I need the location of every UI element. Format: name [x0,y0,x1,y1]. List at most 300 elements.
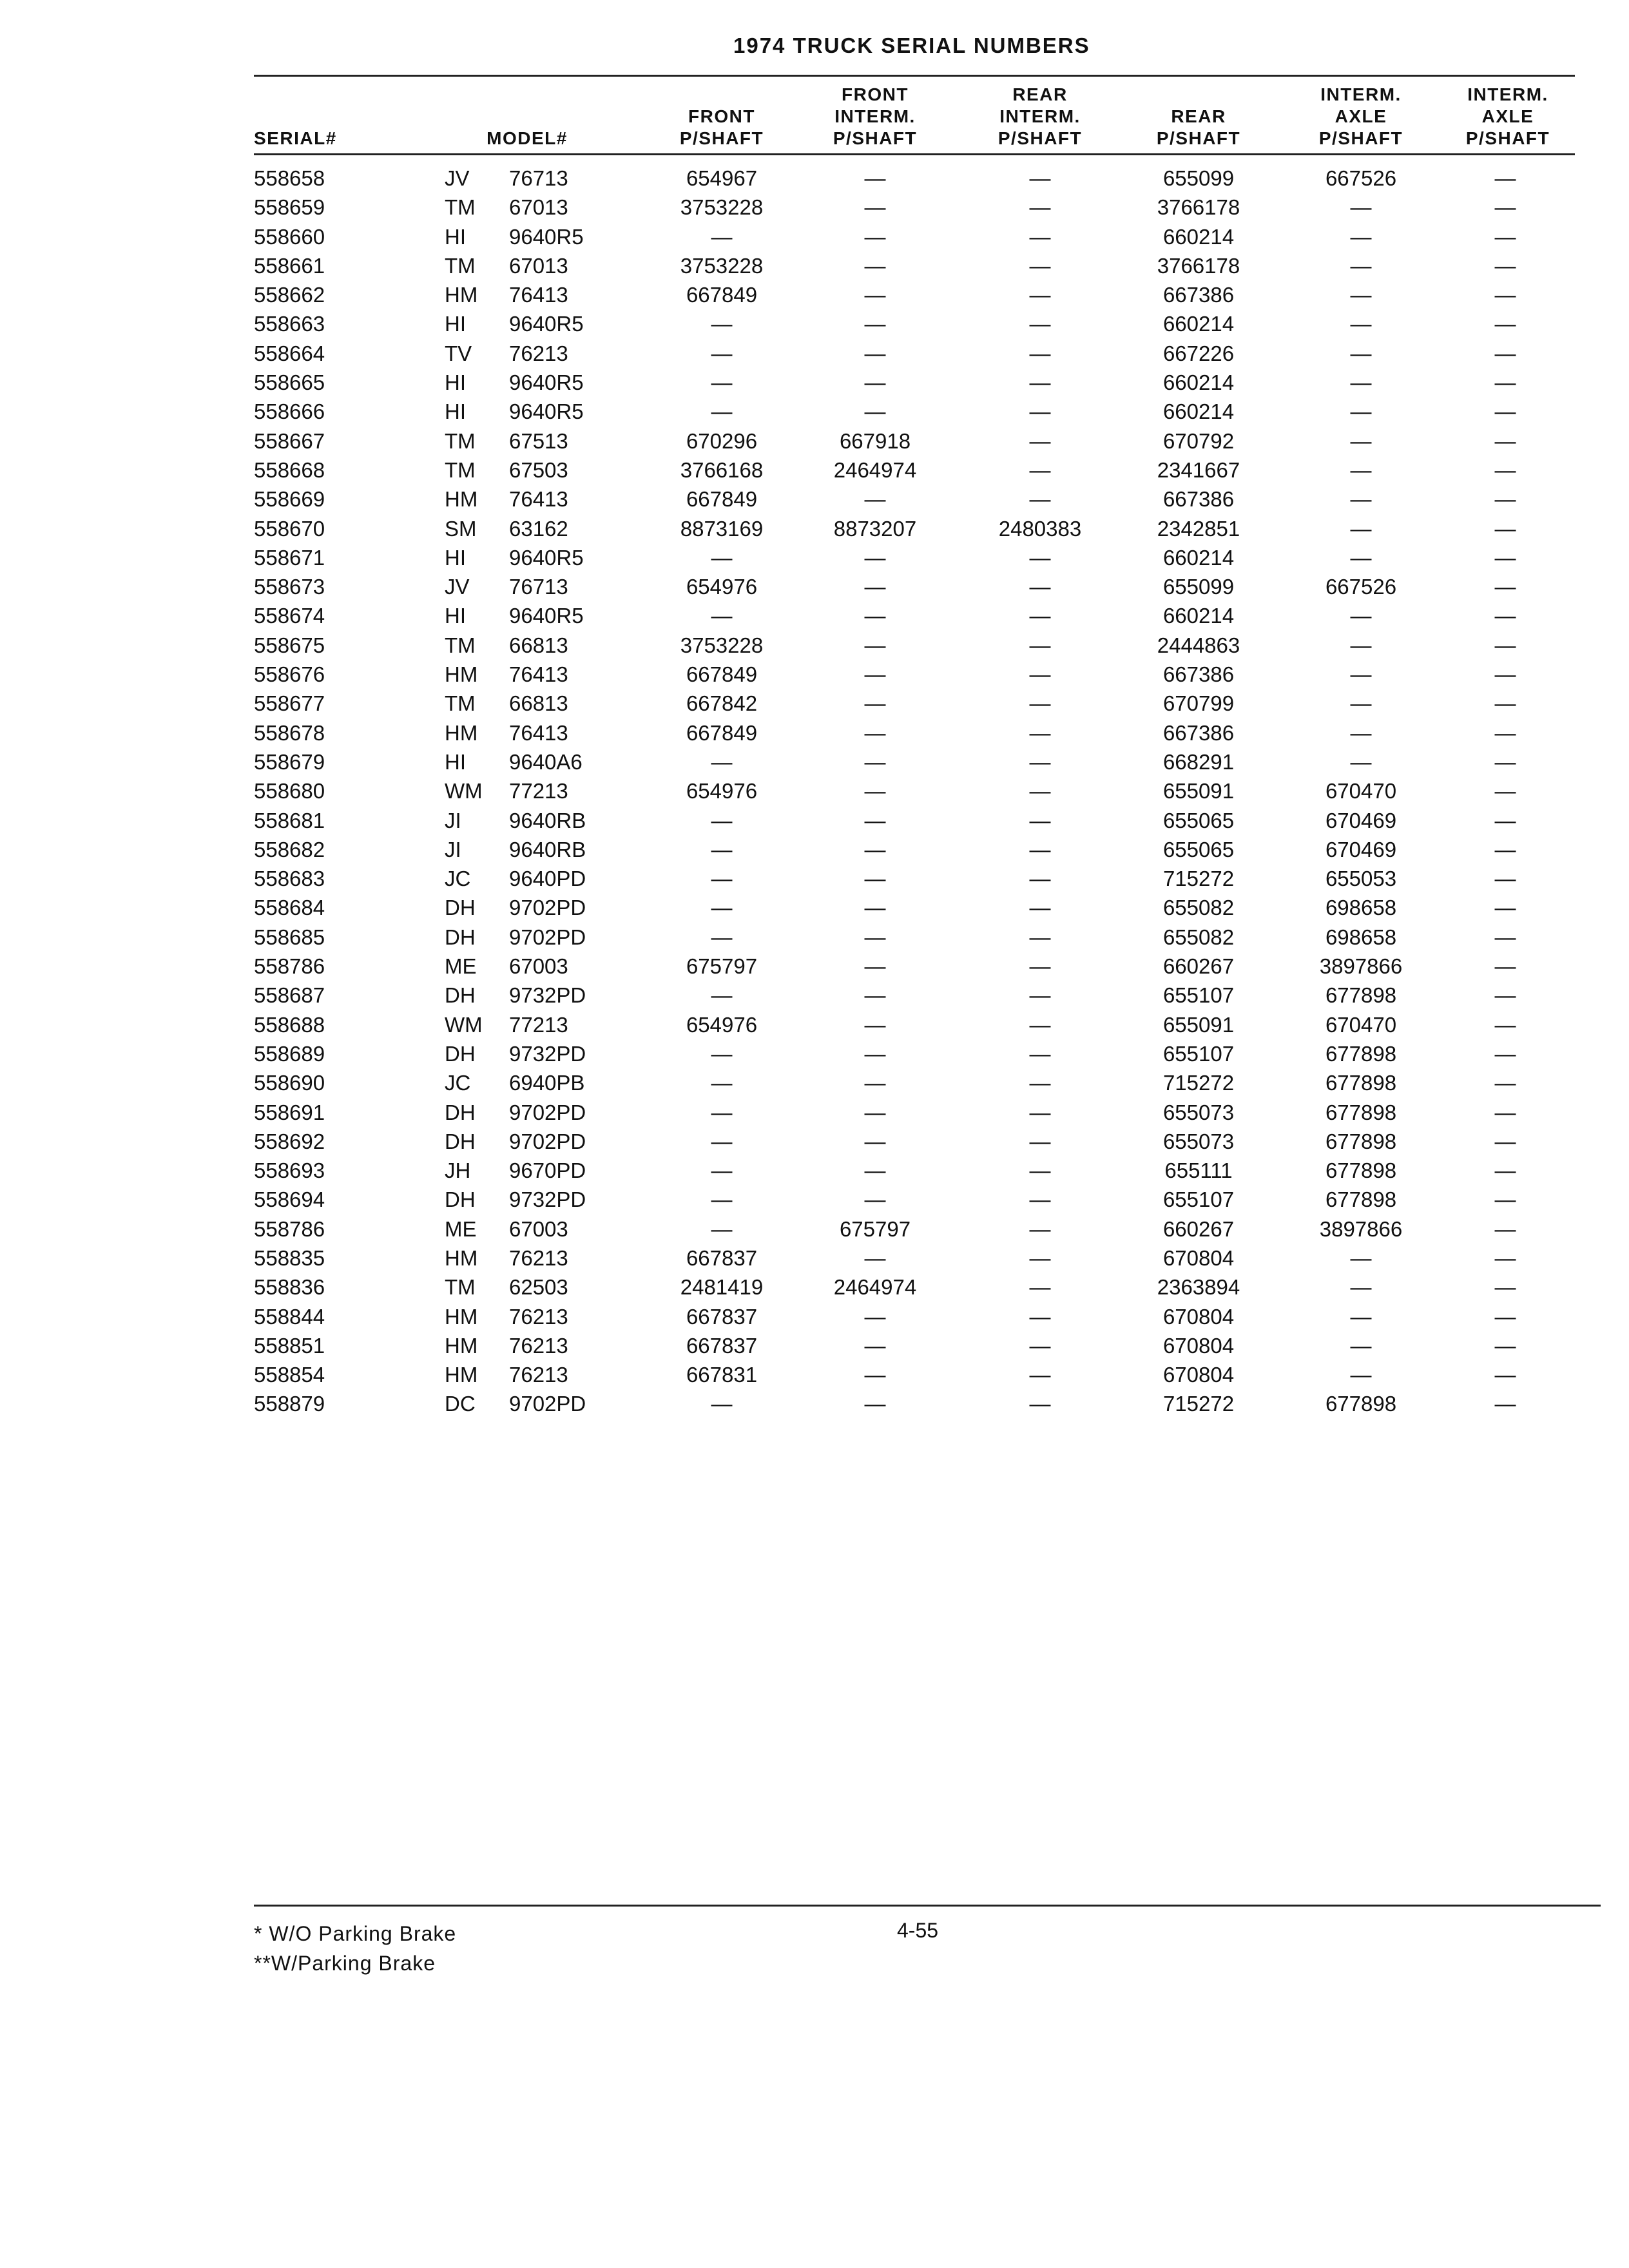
serial-cell: 558693 [254,1158,325,1183]
model-prefix-cell: DC [445,1392,476,1416]
interm-axle-pshaft-2-cell: — [1494,341,1516,365]
front-interm-pshaft-cell: — [864,1187,886,1212]
rear-interm-pshaft-cell: — [1029,341,1051,365]
front-interm-pshaft-cell: — [864,662,886,687]
front-interm-pshaft-cell: — [864,604,886,628]
table-row [0,253,1629,282]
front-pshaft-cell: 3753228 [680,195,764,220]
interm-axle-pshaft-2-cell: — [1494,662,1516,687]
interm-axle-pshaft-cell: 677898 [1325,1071,1397,1095]
model-prefix-cell: HM [445,1245,478,1270]
rear-pshaft-cell: 670804 [1162,1363,1235,1387]
model-prefix-cell: ME [445,954,477,979]
model-number-cell: 9702PD [509,1129,586,1153]
interm-axle-pshaft-cell: 670470 [1325,1012,1397,1037]
table-row [0,720,1629,749]
rear-pshaft-cell: 660214 [1162,604,1235,628]
rear-interm-pshaft-cell: 2480383 [998,516,1082,541]
serial-cell: 558670 [254,516,325,541]
front-pshaft-cell: 654976 [686,1012,758,1037]
rear-pshaft-cell: 655091 [1162,1012,1235,1037]
serial-table-body [0,165,1629,1420]
model-number-cell: 9732PD [509,983,586,1008]
table-row [0,457,1629,486]
rear-interm-pshaft-cell: — [1029,662,1051,687]
front-interm-pshaft-cell: — [864,224,886,249]
front-interm-pshaft-cell: — [864,1041,886,1066]
rear-interm-pshaft-cell: — [1029,1363,1051,1387]
front-pshaft-cell: — [711,1071,733,1095]
page-title: 1974 TRUCK SERIAL NUMBERS [733,34,1090,57]
model-number-cell: 67013 [509,253,568,278]
rear-pshaft-cell: 655082 [1162,925,1235,949]
front-interm-pshaft-cell: — [864,867,886,891]
front-pshaft-cell: 670296 [686,428,758,453]
header-front-pshaft: FRONT P/SHAFT [679,106,764,148]
model-number-cell: 77213 [509,779,568,803]
model-prefix-cell: TM [445,633,476,657]
rear-interm-pshaft-cell: — [1029,457,1051,482]
front-pshaft-cell: 3753228 [680,633,764,657]
model-number-cell: 9640R5 [509,224,584,249]
front-interm-pshaft-cell: — [864,954,886,979]
serial-cell: 558658 [254,166,325,190]
model-number-cell: 67013 [509,195,568,220]
serial-cell: 558671 [254,545,325,570]
interm-axle-pshaft-2-cell: — [1494,779,1516,803]
rear-pshaft-cell: 715272 [1162,1392,1235,1416]
table-row [0,282,1629,311]
model-prefix-cell: JI [445,837,461,861]
interm-axle-pshaft-cell: 677898 [1325,1041,1397,1066]
model-prefix-cell: HI [445,749,466,774]
model-prefix-cell: DH [445,896,476,920]
serial-cell: 558673 [254,575,325,599]
front-interm-pshaft-cell: — [864,253,886,278]
interm-axle-pshaft-2-cell: — [1494,370,1516,395]
rear-pshaft-cell: 667386 [1162,662,1235,687]
serial-cell: 558683 [254,867,325,891]
model-number-cell: 9640R5 [509,370,584,395]
front-pshaft-cell: — [711,370,733,395]
front-pshaft-cell: — [711,224,733,249]
rear-interm-pshaft-cell: — [1029,1216,1051,1241]
serial-cell: 558664 [254,341,325,365]
table-row [0,194,1629,223]
model-number-cell: 9640R5 [509,399,584,424]
interm-axle-pshaft-cell: — [1350,399,1372,424]
interm-axle-pshaft-2-cell: — [1494,1012,1516,1037]
interm-axle-pshaft-2-cell: — [1494,604,1516,628]
model-number-cell: 66813 [509,633,568,657]
rear-pshaft-cell: 667386 [1162,487,1235,512]
front-pshaft-cell: — [711,545,733,570]
front-pshaft-cell: — [711,312,733,336]
interm-axle-pshaft-2-cell: — [1494,925,1516,949]
rear-interm-pshaft-cell: — [1029,195,1051,220]
model-prefix-cell: DH [445,1100,476,1124]
serial-cell: 558675 [254,633,325,657]
front-interm-pshaft-cell: 8873207 [833,516,917,541]
model-number-cell: 9640RB [509,837,586,861]
rear-interm-pshaft-cell: — [1029,837,1051,861]
rear-pshaft-cell: 655107 [1162,1041,1235,1066]
model-prefix-cell: JV [445,166,470,190]
interm-axle-pshaft-2-cell: — [1494,1333,1516,1358]
interm-axle-pshaft-cell: — [1350,1245,1372,1270]
serial-cell: 558694 [254,1187,325,1212]
interm-axle-pshaft-cell: — [1350,545,1372,570]
serial-cell: 558679 [254,749,325,774]
rear-interm-pshaft-cell: — [1029,1392,1051,1416]
front-interm-pshaft-cell: — [864,545,886,570]
model-number-cell: 76413 [509,662,568,687]
front-interm-pshaft-cell: — [864,370,886,395]
front-pshaft-cell: — [711,808,733,832]
front-interm-pshaft-cell: — [864,1363,886,1387]
interm-axle-pshaft-cell: 698658 [1325,896,1397,920]
interm-axle-pshaft-2-cell: — [1494,1187,1516,1212]
rear-interm-pshaft-cell: — [1029,1275,1051,1300]
front-pshaft-cell: — [711,925,733,949]
table-row [0,1303,1629,1332]
front-pshaft-cell: — [711,896,733,920]
front-pshaft-cell: 667837 [686,1245,758,1270]
table-row [0,632,1629,661]
model-number-cell: 77213 [509,1012,568,1037]
interm-axle-pshaft-cell: 677898 [1325,983,1397,1008]
header-interm-axle-pshaft: INTERM. AXLE P/SHAFT [1318,84,1403,148]
serial-cell: 558678 [254,720,325,745]
interm-axle-pshaft-cell: 670469 [1325,808,1397,832]
front-pshaft-cell: — [711,1041,733,1066]
rear-pshaft-cell: 655065 [1162,808,1235,832]
front-pshaft-cell: — [711,749,733,774]
rear-pshaft-cell: 660267 [1162,954,1235,979]
model-number-cell: 76413 [509,720,568,745]
front-pshaft-cell: — [711,1158,733,1183]
model-prefix-cell: HM [445,1333,478,1358]
model-prefix-cell: HI [445,604,466,628]
rear-interm-pshaft-cell: — [1029,312,1051,336]
front-interm-pshaft-cell: — [864,1129,886,1153]
interm-axle-pshaft-2-cell: — [1494,720,1516,745]
interm-axle-pshaft-2-cell: — [1494,1245,1516,1270]
table-row [0,1157,1629,1186]
front-interm-pshaft-cell: — [864,633,886,657]
table-row [0,1390,1629,1419]
table-row [0,1274,1629,1303]
front-pshaft-cell: — [711,1129,733,1153]
interm-axle-pshaft-cell: 655053 [1325,867,1397,891]
front-interm-pshaft-cell: — [864,341,886,365]
model-number-cell: 76713 [509,575,568,599]
rear-interm-pshaft-cell: — [1029,896,1051,920]
rear-interm-pshaft-cell: — [1029,1041,1051,1066]
page-number: 4-55 [897,1919,939,1942]
rear-pshaft-cell: 3766178 [1157,195,1240,220]
serial-cell: 558692 [254,1129,325,1153]
front-pshaft-cell: 654976 [686,779,758,803]
rear-pshaft-cell: 660214 [1162,545,1235,570]
model-number-cell: 9640RB [509,808,586,832]
rear-interm-pshaft-cell: — [1029,1158,1051,1183]
front-pshaft-cell: 3766168 [680,457,764,482]
front-interm-pshaft-cell: — [864,1100,886,1124]
model-prefix-cell: HM [445,487,478,512]
front-interm-pshaft-cell: — [864,312,886,336]
model-prefix-cell: HI [445,370,466,395]
model-prefix-cell: TM [445,253,476,278]
model-number-cell: 9640R5 [509,545,584,570]
rear-pshaft-cell: 660214 [1162,370,1235,395]
interm-axle-pshaft-2-cell: — [1494,837,1516,861]
table-row [0,1186,1629,1215]
interm-axle-pshaft-cell: 698658 [1325,925,1397,949]
front-interm-pshaft-cell: 675797 [839,1216,911,1241]
serial-cell: 558676 [254,662,325,687]
serial-cell: 558685 [254,925,325,949]
model-prefix-cell: SM [445,516,477,541]
front-pshaft-cell: 667842 [686,691,758,716]
rear-pshaft-cell: 667386 [1162,720,1235,745]
interm-axle-pshaft-cell: 677898 [1325,1100,1397,1124]
model-number-cell: 9702PD [509,1100,586,1124]
model-number-cell: 67503 [509,457,568,482]
rear-pshaft-cell: 660214 [1162,224,1235,249]
table-row [0,1216,1629,1245]
front-interm-pshaft-cell: — [864,487,886,512]
model-number-cell: 9732PD [509,1041,586,1066]
model-number-cell: 63162 [509,516,568,541]
front-pshaft-cell: 667837 [686,1304,758,1329]
rear-pshaft-cell: 667226 [1162,341,1235,365]
table-row [0,982,1629,1011]
interm-axle-pshaft-cell: — [1350,1304,1372,1329]
interm-axle-pshaft-cell: — [1350,1275,1372,1300]
interm-axle-pshaft-cell: — [1350,691,1372,716]
rear-pshaft-cell: 655073 [1162,1129,1235,1153]
model-prefix-cell: DH [445,925,476,949]
front-interm-pshaft-cell: — [864,399,886,424]
serial-cell: 558689 [254,1041,325,1066]
model-number-cell: 76413 [509,283,568,307]
rear-interm-pshaft-cell: — [1029,1245,1051,1270]
interm-axle-pshaft-cell: — [1350,749,1372,774]
header-interm-axle-pshaft-2: INTERM. AXLE P/SHAFT [1465,84,1550,148]
interm-axle-pshaft-cell: 677898 [1325,1187,1397,1212]
interm-axle-pshaft-2-cell: — [1494,633,1516,657]
rear-pshaft-cell: 655091 [1162,779,1235,803]
interm-axle-pshaft-2-cell: — [1494,545,1516,570]
front-interm-pshaft-cell: — [864,983,886,1008]
model-number-cell: 9702PD [509,925,586,949]
front-interm-pshaft-cell: — [864,837,886,861]
front-interm-pshaft-cell: — [864,1392,886,1416]
model-prefix-cell: HM [445,662,478,687]
front-pshaft-cell: — [711,1392,733,1416]
model-number-cell: 9640R5 [509,312,584,336]
serial-cell: 558660 [254,224,325,249]
table-row [0,573,1629,602]
interm-axle-pshaft-cell: 677898 [1325,1392,1397,1416]
table-row [0,894,1629,923]
model-prefix-cell: WM [445,779,483,803]
table-row [0,690,1629,719]
table-row [0,369,1629,398]
model-prefix-cell: TM [445,691,476,716]
front-pshaft-cell: — [711,983,733,1008]
interm-axle-pshaft-2-cell: — [1494,253,1516,278]
table-row [0,1041,1629,1070]
rear-pshaft-cell: 655065 [1162,837,1235,861]
front-pshaft-cell: 667849 [686,283,758,307]
rear-pshaft-cell: 655099 [1162,166,1235,190]
interm-axle-pshaft-cell: — [1350,1333,1372,1358]
model-number-cell: 76213 [509,341,568,365]
interm-axle-pshaft-2-cell: — [1494,283,1516,307]
front-pshaft-cell: — [711,1187,733,1212]
rear-interm-pshaft-cell: — [1029,867,1051,891]
rear-interm-pshaft-cell: — [1029,779,1051,803]
serial-cell: 558665 [254,370,325,395]
table-row [0,224,1629,253]
front-pshaft-cell: 675797 [686,954,758,979]
rear-pshaft-cell: 715272 [1162,867,1235,891]
rear-pshaft-cell: 670804 [1162,1245,1235,1270]
front-interm-pshaft-cell: — [864,749,886,774]
interm-axle-pshaft-2-cell: — [1494,954,1516,979]
front-interm-pshaft-cell: — [864,1158,886,1183]
interm-axle-pshaft-cell: — [1350,1363,1372,1387]
front-pshaft-cell: 654967 [686,166,758,190]
serial-cell: 558669 [254,487,325,512]
table-row [0,778,1629,807]
interm-axle-pshaft-cell: 667526 [1325,575,1397,599]
front-interm-pshaft-cell: — [864,283,886,307]
front-pshaft-cell: — [711,1216,733,1241]
rear-pshaft-cell: 2363894 [1157,1275,1240,1300]
rear-pshaft-cell: 2341667 [1157,457,1240,482]
interm-axle-pshaft-2-cell: — [1494,1363,1516,1387]
rear-interm-pshaft-cell: — [1029,166,1051,190]
interm-axle-pshaft-cell: — [1350,224,1372,249]
front-interm-pshaft-cell: 667918 [839,428,911,453]
interm-axle-pshaft-2-cell: — [1494,1071,1516,1095]
serial-cell: 558681 [254,808,325,832]
interm-axle-pshaft-cell: — [1350,312,1372,336]
serial-cell: 558661 [254,253,325,278]
rear-pshaft-cell: 660267 [1162,1216,1235,1241]
model-number-cell: 9702PD [509,896,586,920]
interm-axle-pshaft-cell: 670469 [1325,837,1397,861]
front-pshaft-cell: 667849 [686,720,758,745]
rear-pshaft-cell: 667386 [1162,283,1235,307]
model-number-cell: 76213 [509,1304,568,1329]
model-prefix-cell: WM [445,1012,483,1037]
table-row [0,1361,1629,1390]
model-prefix-cell: TM [445,428,476,453]
front-pshaft-cell: — [711,604,733,628]
table-row [0,661,1629,690]
footnote: **W/Parking Brake [254,1952,436,1975]
model-number-cell: 6940PB [509,1071,585,1095]
interm-axle-pshaft-cell: — [1350,487,1372,512]
model-number-cell: 76713 [509,166,568,190]
model-prefix-cell: DH [445,1187,476,1212]
interm-axle-pshaft-2-cell: — [1494,896,1516,920]
rear-pshaft-cell: 2444863 [1157,633,1240,657]
front-interm-pshaft-cell: 2464974 [833,457,917,482]
model-number-cell: 76213 [509,1333,568,1358]
rear-pshaft-cell: 668291 [1162,749,1235,774]
front-pshaft-cell: — [711,1100,733,1124]
serial-cell: 558666 [254,399,325,424]
table-row [0,544,1629,573]
rear-pshaft-cell: 655107 [1162,983,1235,1008]
rear-interm-pshaft-cell: — [1029,283,1051,307]
table-row [0,602,1629,631]
model-number-cell: 9640A6 [509,749,583,774]
interm-axle-pshaft-cell: 677898 [1325,1129,1397,1153]
interm-axle-pshaft-cell: 3897866 [1319,954,1403,979]
rear-pshaft-cell: 655073 [1162,1100,1235,1124]
rear-interm-pshaft-cell: — [1029,808,1051,832]
rear-pshaft-cell: 2342851 [1157,516,1240,541]
serial-cell: 558668 [254,457,325,482]
rear-interm-pshaft-cell: — [1029,633,1051,657]
serial-cell: 558851 [254,1333,325,1358]
front-pshaft-cell: — [711,837,733,861]
model-prefix-cell: JH [445,1158,471,1183]
rear-interm-pshaft-cell: — [1029,749,1051,774]
interm-axle-pshaft-2-cell: — [1494,1158,1516,1183]
rear-interm-pshaft-cell: — [1029,983,1051,1008]
model-number-cell: 9640R5 [509,604,584,628]
front-interm-pshaft-cell: — [864,575,886,599]
rear-pshaft-cell: 670799 [1162,691,1235,716]
header-rear-pshaft: REAR P/SHAFT [1156,106,1241,148]
rear-pshaft-cell: 655111 [1164,1158,1233,1183]
interm-axle-pshaft-cell: 667526 [1325,166,1397,190]
front-interm-pshaft-cell: — [864,720,886,745]
rear-pshaft-cell: 3766178 [1157,253,1240,278]
table-row [0,398,1629,427]
rear-interm-pshaft-cell: — [1029,253,1051,278]
serial-cell: 558786 [254,954,325,979]
table-row [0,1012,1629,1041]
interm-axle-pshaft-2-cell: — [1494,1392,1516,1416]
header-top-rule [254,75,1575,77]
interm-axle-pshaft-2-cell: — [1494,1041,1516,1066]
rear-interm-pshaft-cell: — [1029,1012,1051,1037]
rear-interm-pshaft-cell: — [1029,399,1051,424]
interm-axle-pshaft-cell: — [1350,604,1372,628]
table-row [0,428,1629,457]
model-number-cell: 76213 [509,1245,568,1270]
front-interm-pshaft-cell: — [864,925,886,949]
model-prefix-cell: JC [445,867,471,891]
interm-axle-pshaft-2-cell: — [1494,399,1516,424]
interm-axle-pshaft-2-cell: — [1494,312,1516,336]
front-interm-pshaft-cell: — [864,896,886,920]
serial-cell: 558684 [254,896,325,920]
serial-cell: 558690 [254,1071,325,1095]
interm-axle-pshaft-2-cell: — [1494,1216,1516,1241]
table-row [0,340,1629,369]
header-model: MODEL# [487,128,568,148]
rear-interm-pshaft-cell: — [1029,575,1051,599]
